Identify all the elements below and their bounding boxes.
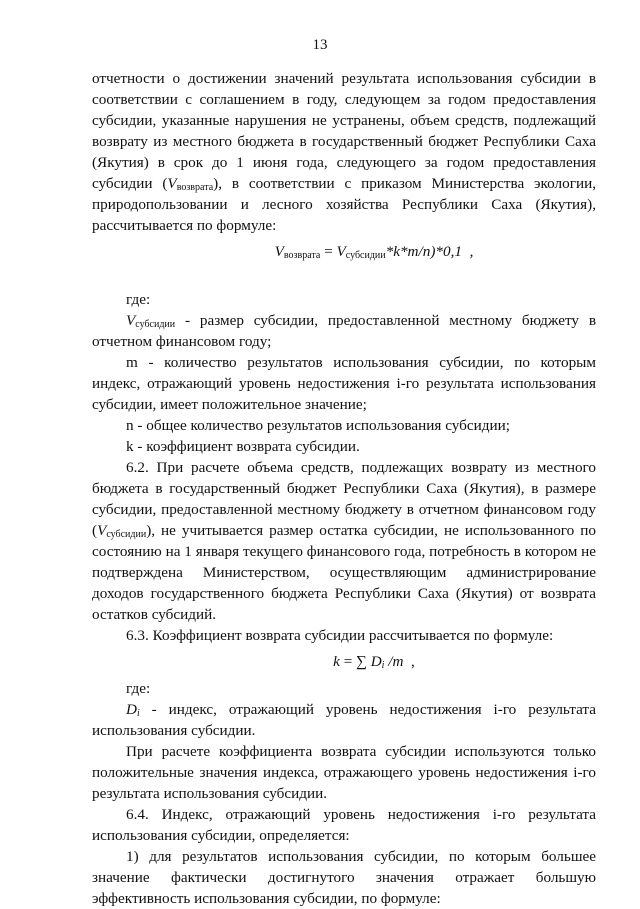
text-line: При расчете коэффициента возврата субсидии используются только	[126, 743, 596, 760]
text-line: отчетности о достижении значений результата использования субсидии в	[92, 70, 596, 87]
definition-line: n - общее количество результатов использования субсидии;	[126, 417, 510, 434]
text-line: 6.2. При расчете объема средств, подлежащих возврату из местного	[126, 459, 596, 476]
definition-line: использования субсидии.	[92, 722, 256, 739]
text-line: субсидии $(V_{возврата})$, в соответствии с приказом Министерства экологии,	[92, 175, 596, 193]
formula-coefficient: k = ∑ $D_i$ /m ,	[333, 653, 415, 671]
text-line: 6.3. Коэффициент возврата субсидии рассчитывается по формуле:	[126, 627, 554, 644]
text-line: субсидии, предоставленной местному бюджету в отчетном финансовом году	[92, 501, 596, 518]
text-line: остатков субсидий.	[92, 606, 216, 623]
where-label: где:	[126, 291, 151, 308]
text-line: состоянию на 1 января текущего финансового года, потребность в котором не	[92, 543, 596, 560]
text-line: результата использования субсидии.	[92, 785, 328, 802]
text-line: возврату из местного бюджета в государственный бюджет Республики Саха	[92, 133, 596, 150]
text-line: значение фактически достигнутого значения отражает большую	[92, 869, 596, 886]
document-body	[92, 68, 596, 909]
definition-line: k - коэффициент возврата субсидии.	[126, 438, 360, 455]
definition-line: $V_{субсидии}$ - размер субсидии, предоставленной местному бюджету в	[126, 312, 596, 330]
text-line: 6.4. Индекс, отражающий уровень недостижения i-го результата	[126, 806, 596, 823]
text-line: 1) для результатов использования субсидии, по которым большее	[126, 848, 596, 865]
text-line: (Якутия) в срок до 1 июня года, следующего за годом предоставления	[92, 154, 596, 171]
text-line: подтверждена Министерством, осуществляющим администрирование	[92, 564, 596, 581]
text-line: положительные значения индекса, отражающего уровень недостижения i-го	[92, 764, 596, 781]
definition-line: m - количество результатов использования субсидии, по которым	[126, 354, 596, 371]
where-label: где:	[126, 680, 151, 697]
definition-line: отчетном финансовом году;	[92, 333, 272, 350]
definition-line: субсидии, имеет положительное значение;	[92, 396, 367, 413]
text-line: соответствии с соглашением в году, следующем за годом предоставления	[92, 91, 596, 108]
page-number: 13	[312, 37, 328, 53]
text-line: субсидии, указанные нарушения не устранены, объем средств, подлежащий	[92, 112, 596, 129]
text-line: доходов государственного бюджета Республики Саха (Якутия) от возврата	[92, 585, 596, 602]
definition-line: индекс, отражающий уровень недостижения i-го результата использования	[92, 375, 596, 392]
text-line: бюджета в государственный бюджет Республики Саха (Якутия), в размере	[92, 480, 596, 497]
definition-line: $D_i$ - индекс, отражающий уровень недостижения i-го результата	[126, 701, 596, 719]
text-line: рассчитывается по формуле:	[92, 217, 277, 234]
text-line: использования субсидии, определяется:	[92, 827, 350, 844]
text-line: эффективность использования субсидии, по формуле:	[92, 890, 441, 907]
text-line: $(V_{субсидии})$, не учитывается размер остатка субсидии, не использованного по	[92, 522, 596, 540]
text-line: природопользовании и лесного хозяйства Республики Саха (Якутия),	[92, 196, 596, 213]
formula-return-amount: $V_{возврата} = V_{субсидии}*k*m/n)*0,1$ ,	[274, 243, 474, 261]
